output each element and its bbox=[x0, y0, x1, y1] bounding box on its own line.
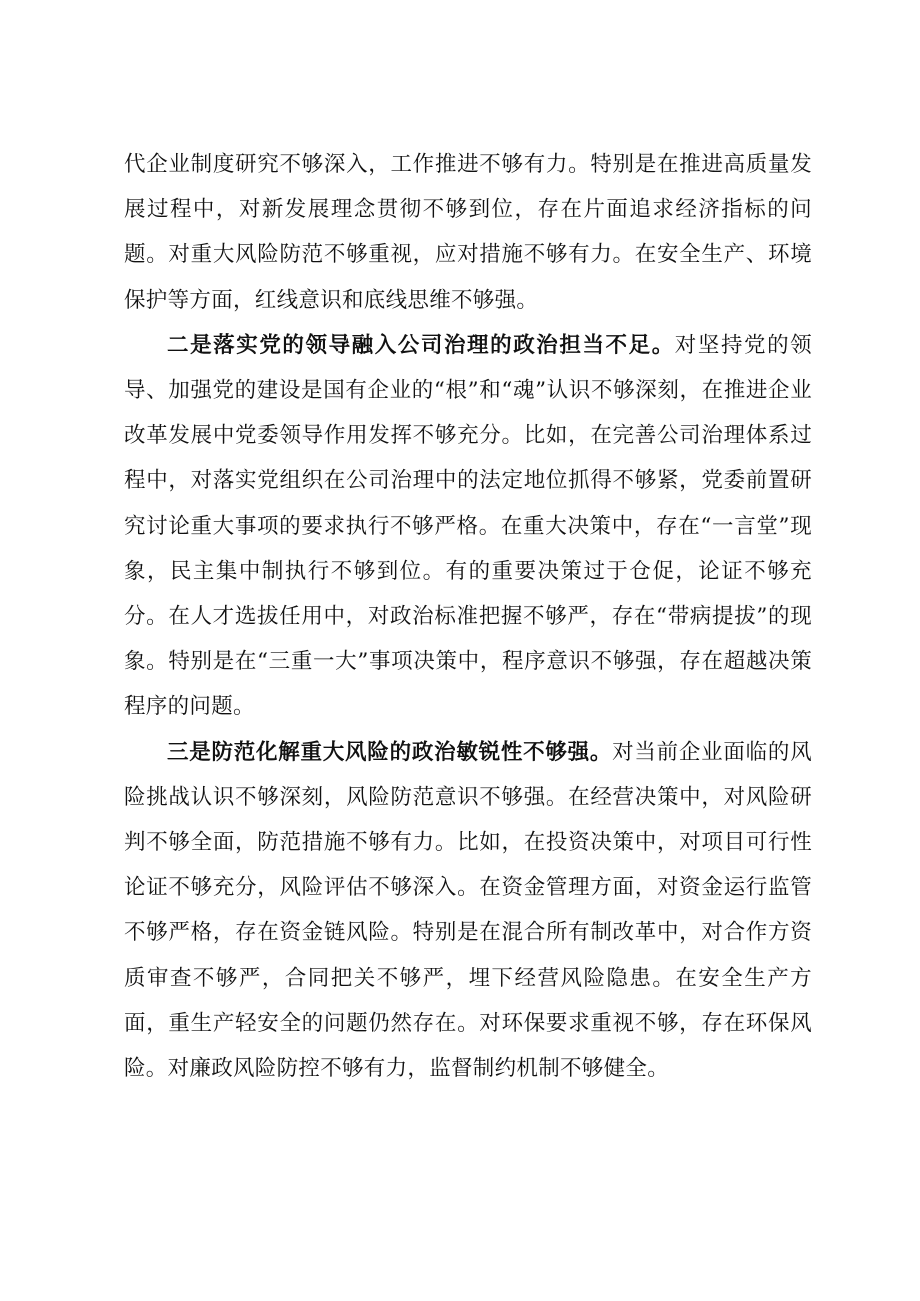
paragraph-point-two bbox=[124, 323, 812, 730]
paragraph-heading: 三是防范化解重大风险的政治敏锐性不够强。 bbox=[167, 739, 613, 765]
paragraph-heading: 二是落实党的领导融入公司治理的政治担当不足。 bbox=[167, 332, 675, 358]
paragraph-text: 对坚持党的领导、加强党的建设是国有企业的“根”和“魂”认识不够深刻，在推进企业改革发展中党委领导作用发挥不够充分。比如，在完善公司治理体系过程中，对落实党组织在公司治理中的法定地位抓得不够紧，党委前置研究讨论重大事项的要求执行不够严格。在重大决策中，存在“一言堂”现象，民主集中制执行不够到位。有的重要决策过于仓促，论证不够充分。在人才选拔任用中，对政治标准把握不够严，存在“带病提拔”的现象。特别是在“三重一大”事项决策中，程序意识不够强，存在超越决策程序的问题。 bbox=[124, 332, 812, 720]
paragraph-point-three bbox=[124, 730, 812, 1092]
paragraph-text: 对当前企业面临的风险挑战认识不够深刻，风险防范意识不够强。在经营决策中，对风险研判不够全面，防范措施不够有力。比如，在投资决策中，对项目可行性论证不够充分，风险评估不够深入。在资金管理方面，对资金运行监管不够严格，存在资金链风险。特别是在混合所有制改革中，对合作方资质审查不够严，合同把关不够严，埋下经营风险隐患。在安全生产方面，重生产轻安全的问题仍然存在。对环保要求重视不够，存在环保风险。对廉政风险防控不够有力，监督制约机制不够健全。 bbox=[124, 739, 812, 1082]
document-page bbox=[124, 142, 812, 1091]
paragraph-text: 代企业制度研究不够深入，工作推进不够有力。特别是在推进高质量发展过程中，对新发展理念贯彻不够到位，存在片面追求经济指标的问题。对重大风险防范不够重视，应对措施不够有力。在安全生产、环境保护等方面，红线意识和底线思维不够强。 bbox=[124, 152, 812, 313]
paragraph-continuation bbox=[124, 142, 812, 323]
